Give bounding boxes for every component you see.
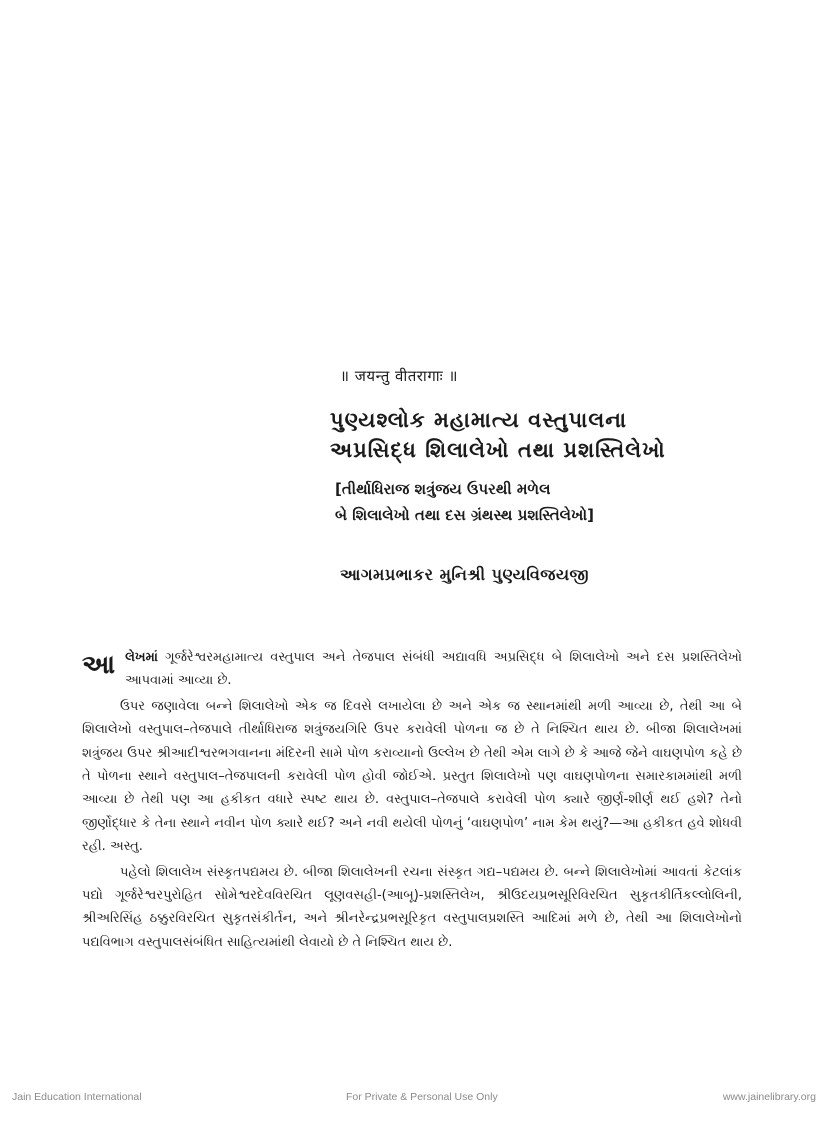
paragraph-lead-words: લેખમાં [125, 650, 158, 665]
article-body [82, 646, 742, 956]
paragraph-2: ઉપર જણાવેલા બન્ને શિલાલેખો એક જ દિવસે લખાયેલા છે અને એક જ સ્થાનમાંથી મળી આવ્યા છે, તેથી આ બે શિલાલેખો વસ્તુપાલ–તેજપાલે તીર્થાધિરાજ શત્રુંજયગિરિ ઉપર કરાવેલી પોળના જ છે તે નિશ્ચિત થાય છે. બીજા શિલાલેખમાં શત્રુંજય ઉપર શ્રીઆદીશ્વરભગવાનના મંદિરની સામે પોળ કરાવ્યાનો ઉલ્લેખ છે તેથી એમ લાગે છે કે આજે જેને વાઘણપોળ કહે છે તે પોળના સ્થાને વસ્તુપાલ–તેજપાલની કરાવેલી પોળ હોવી જોઈએ. પ્રસ્તુત શિલાલેખો પણ વાઘણપોળના સમારકામમાંથી મળી આવ્યા છે તેથી પણ આ હકીકત વધારે સ્પષ્ટ થાય છે. વસ્તુપાલ–તેજપાલે કરાવેલી પોળ ક્યારે જીર્ણ-શીર્ણ થઈ હશે? તેનો જીર્ણોદ્ધાર કે તેના સ્થાને નવીન પોળ ક્યારે થઈ? અને નવી થયેલી પોળનું ‘વાઘણપોળ’ નામ કેમ થયું?—આ હકીકત હવે શોધવી રહી. અસ્તુ. [82, 698, 742, 855]
drop-cap: આ [82, 650, 116, 680]
paragraph-1-text: ગૂર્જરેશ્વરમહામાત્ય વસ્તુપાલ અને તેજપાલ સંબંધી અદ્યાવધિ અપ્રસિદ્ધ બે શિલાલેખો અને દસ પ્રશસ્તિલેખો આપવામાં આવ્યા છે. [125, 650, 742, 689]
title-line-1: પુણ્યશ્લોક મહામાત્ય વસ્તુપાલના [330, 408, 627, 432]
subtitle-line-1: [તીર્થાધિરાજ શત્રુંજય ઉપરથી મળેલ [335, 480, 551, 498]
subtitle-line-2: બે શિલાલેખો તથા દસ ગ્રંથસ્થ પ્રશસ્તિલેખો] [335, 506, 594, 524]
paragraph-3: પહેલો શિલાલેખ સંસ્કૃતપદ્યમય છે. બીજા શિલાલેખની રચના સંસ્કૃત ગદ્ય–પદ્યમય છે. બન્ને શિલાલેખોમાં આવતાં કેટલાંક પદ્યો ગૂર્જરેશ્વરપુરોહિત સોમેશ્વરદેવવિરચિત લૂણવસહી-(આબૂ)-પ્રશસ્તિલેખ, શ્રીઉદયપ્રભસૂરિવિરચિત સુકૃતકીર્તિકલ્લોલિની, શ્રીઅરિસિંહ ઠક્કુરવિરચિત સુકૃતસંકીર્તન, અને શ્રીનરેન્દ્રપ્રભસૂરિકૃત વસ્તુપાલપ્રશસ્તિ આદિમાં મળે છે, તેથી આ શિલાલેખોનો પદ્યવિભાગ વસ્તુપાલસંબંધિત સાહિત્યમાંથી લેવાયો છે તે નિશ્ચિત થાય છે. [82, 864, 742, 950]
article-title [330, 405, 800, 465]
invocation-heading: ॥ जयन्तु वीतरागाः ॥ [340, 367, 458, 385]
page-footer [0, 1091, 828, 1111]
title-line-2: અપ્રસિદ્ધ શિલાલેખો તથા પ્રશસ્તિલેખો [330, 438, 666, 462]
footer-website-link[interactable]: www.jainelibrary.org [722, 1091, 816, 1103]
footer-usage-note: For Private & Personal Use Only [346, 1091, 498, 1103]
article-subtitle [335, 476, 795, 528]
author-byline: આગમપ્રભાકર મુનિશ્રી પુણ્યવિજયજી [340, 565, 590, 584]
paragraph-1 [82, 646, 742, 693]
footer-publisher: Jain Education International [12, 1091, 142, 1103]
